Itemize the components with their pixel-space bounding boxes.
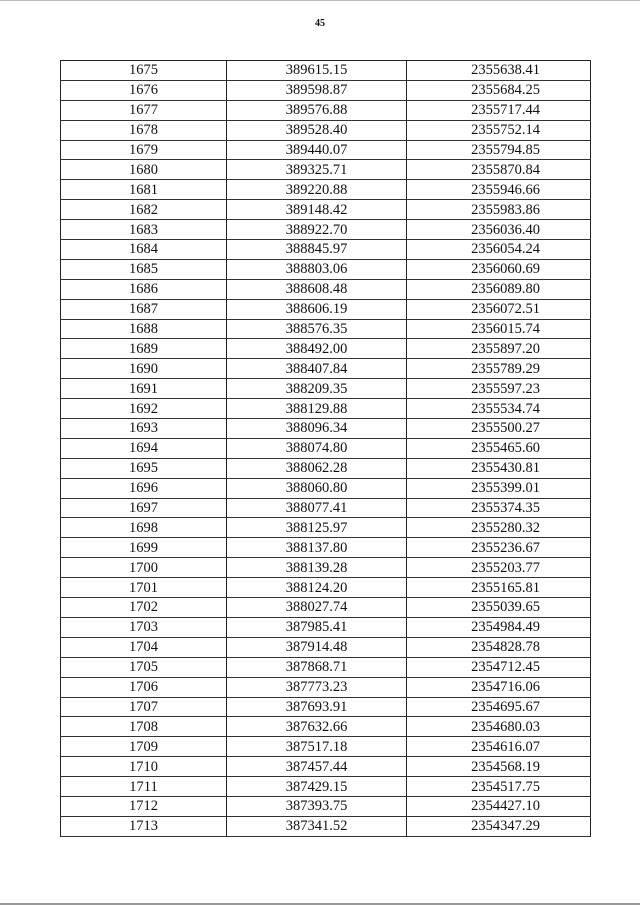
- table-row: [61, 419, 591, 439]
- x-coordinate-cell: 389440.07: [227, 140, 407, 160]
- y-coordinate-cell: 2355684.25: [407, 80, 591, 100]
- table-row: [61, 637, 591, 657]
- table-row: [61, 677, 591, 697]
- x-coordinate-cell: 387457.44: [227, 757, 407, 777]
- y-coordinate-cell: 2354616.07: [407, 737, 591, 757]
- x-coordinate-cell: 389220.88: [227, 180, 407, 200]
- table-row: [61, 598, 591, 618]
- x-coordinate-cell: 388096.34: [227, 419, 407, 439]
- point-number-cell: 1682: [61, 200, 227, 220]
- point-number-cell: 1705: [61, 657, 227, 677]
- x-coordinate-cell: 388129.88: [227, 399, 407, 419]
- y-coordinate-cell: 2355534.74: [407, 399, 591, 419]
- x-coordinate-cell: 388124.20: [227, 578, 407, 598]
- y-coordinate-cell: 2355983.86: [407, 200, 591, 220]
- table-row: [61, 180, 591, 200]
- y-coordinate-cell: 2355638.41: [407, 61, 591, 81]
- y-coordinate-cell: 2355465.60: [407, 438, 591, 458]
- y-coordinate-cell: 2355946.66: [407, 180, 591, 200]
- point-number-cell: 1707: [61, 697, 227, 717]
- x-coordinate-cell: 387341.52: [227, 816, 407, 836]
- y-coordinate-cell: 2355789.29: [407, 359, 591, 379]
- point-number-cell: 1712: [61, 796, 227, 816]
- point-number-cell: 1675: [61, 61, 227, 81]
- page-number: 45: [315, 18, 325, 29]
- x-coordinate-cell: 388139.28: [227, 558, 407, 578]
- y-coordinate-cell: 2355897.20: [407, 339, 591, 359]
- x-coordinate-cell: 387393.75: [227, 796, 407, 816]
- table-row: [61, 140, 591, 160]
- point-number-cell: 1697: [61, 498, 227, 518]
- table-row: [61, 100, 591, 120]
- point-number-cell: 1708: [61, 717, 227, 737]
- coordinates-table-body: [61, 61, 591, 837]
- x-coordinate-cell: 388803.06: [227, 259, 407, 279]
- y-coordinate-cell: 2355717.44: [407, 100, 591, 120]
- table-row: [61, 578, 591, 598]
- point-number-cell: 1686: [61, 279, 227, 299]
- y-coordinate-cell: 2355039.65: [407, 598, 591, 618]
- table-row: [61, 160, 591, 180]
- table-row: [61, 319, 591, 339]
- x-coordinate-cell: 388074.80: [227, 438, 407, 458]
- table-row: [61, 80, 591, 100]
- table-row: [61, 737, 591, 757]
- table-row: [61, 379, 591, 399]
- y-coordinate-cell: 2354828.78: [407, 637, 591, 657]
- x-coordinate-cell: 389148.42: [227, 200, 407, 220]
- x-coordinate-cell: 388125.97: [227, 518, 407, 538]
- x-coordinate-cell: 387868.71: [227, 657, 407, 677]
- table-row: [61, 120, 591, 140]
- point-number-cell: 1713: [61, 816, 227, 836]
- y-coordinate-cell: 2354712.45: [407, 657, 591, 677]
- table-row: [61, 279, 591, 299]
- table-row: [61, 259, 591, 279]
- table-row: [61, 558, 591, 578]
- y-coordinate-cell: 2355752.14: [407, 120, 591, 140]
- point-number-cell: 1700: [61, 558, 227, 578]
- x-coordinate-cell: 388060.80: [227, 478, 407, 498]
- y-coordinate-cell: 2356036.40: [407, 220, 591, 240]
- table-row: [61, 399, 591, 419]
- table-row: [61, 796, 591, 816]
- y-coordinate-cell: 2354568.19: [407, 757, 591, 777]
- point-number-cell: 1696: [61, 478, 227, 498]
- x-coordinate-cell: 388209.35: [227, 379, 407, 399]
- x-coordinate-cell: 387773.23: [227, 677, 407, 697]
- coordinates-table: [60, 60, 591, 837]
- x-coordinate-cell: 388492.00: [227, 339, 407, 359]
- x-coordinate-cell: 388608.48: [227, 279, 407, 299]
- y-coordinate-cell: 2354716.06: [407, 677, 591, 697]
- point-number-cell: 1677: [61, 100, 227, 120]
- y-coordinate-cell: 2354517.75: [407, 777, 591, 797]
- x-coordinate-cell: 389576.88: [227, 100, 407, 120]
- point-number-cell: 1688: [61, 319, 227, 339]
- x-coordinate-cell: 388062.28: [227, 458, 407, 478]
- x-coordinate-cell: 389598.87: [227, 80, 407, 100]
- table-row: [61, 438, 591, 458]
- point-number-cell: 1680: [61, 160, 227, 180]
- point-number-cell: 1695: [61, 458, 227, 478]
- point-number-cell: 1693: [61, 419, 227, 439]
- x-coordinate-cell: 388137.80: [227, 538, 407, 558]
- table-row: [61, 757, 591, 777]
- point-number-cell: 1681: [61, 180, 227, 200]
- y-coordinate-cell: 2354680.03: [407, 717, 591, 737]
- point-number-cell: 1683: [61, 220, 227, 240]
- table-row: [61, 200, 591, 220]
- point-number-cell: 1698: [61, 518, 227, 538]
- point-number-cell: 1687: [61, 299, 227, 319]
- y-coordinate-cell: 2356015.74: [407, 319, 591, 339]
- point-number-cell: 1684: [61, 240, 227, 260]
- table-row: [61, 518, 591, 538]
- table-row: [61, 538, 591, 558]
- y-coordinate-cell: 2356089.80: [407, 279, 591, 299]
- y-coordinate-cell: 2356060.69: [407, 259, 591, 279]
- point-number-cell: 1703: [61, 617, 227, 637]
- table-row: [61, 61, 591, 81]
- y-coordinate-cell: 2355165.81: [407, 578, 591, 598]
- x-coordinate-cell: 387429.15: [227, 777, 407, 797]
- x-coordinate-cell: 388027.74: [227, 598, 407, 618]
- point-number-cell: 1709: [61, 737, 227, 757]
- x-coordinate-cell: 387632.66: [227, 717, 407, 737]
- y-coordinate-cell: 2355430.81: [407, 458, 591, 478]
- y-coordinate-cell: 2355236.67: [407, 538, 591, 558]
- table-row: [61, 220, 591, 240]
- point-number-cell: 1692: [61, 399, 227, 419]
- table-row: [61, 777, 591, 797]
- y-coordinate-cell: 2356054.24: [407, 240, 591, 260]
- point-number-cell: 1691: [61, 379, 227, 399]
- point-number-cell: 1678: [61, 120, 227, 140]
- y-coordinate-cell: 2355794.85: [407, 140, 591, 160]
- x-coordinate-cell: 387914.48: [227, 637, 407, 657]
- table-row: [61, 816, 591, 836]
- table-row: [61, 240, 591, 260]
- y-coordinate-cell: 2355374.35: [407, 498, 591, 518]
- x-coordinate-cell: 388576.35: [227, 319, 407, 339]
- point-number-cell: 1701: [61, 578, 227, 598]
- x-coordinate-cell: 387985.41: [227, 617, 407, 637]
- table-row: [61, 617, 591, 637]
- y-coordinate-cell: 2354427.10: [407, 796, 591, 816]
- point-number-cell: 1689: [61, 339, 227, 359]
- table-row: [61, 697, 591, 717]
- point-number-cell: 1702: [61, 598, 227, 618]
- y-coordinate-cell: 2355870.84: [407, 160, 591, 180]
- table-row: [61, 359, 591, 379]
- y-coordinate-cell: 2355203.77: [407, 558, 591, 578]
- x-coordinate-cell: 389615.15: [227, 61, 407, 81]
- point-number-cell: 1679: [61, 140, 227, 160]
- table-row: [61, 717, 591, 737]
- point-number-cell: 1694: [61, 438, 227, 458]
- page-top-edge: [0, 0, 640, 1]
- table-row: [61, 299, 591, 319]
- x-coordinate-cell: 387693.91: [227, 697, 407, 717]
- point-number-cell: 1711: [61, 777, 227, 797]
- point-number-cell: 1704: [61, 637, 227, 657]
- y-coordinate-cell: 2355500.27: [407, 419, 591, 439]
- point-number-cell: 1706: [61, 677, 227, 697]
- y-coordinate-cell: 2356072.51: [407, 299, 591, 319]
- table-row: [61, 339, 591, 359]
- x-coordinate-cell: 389528.40: [227, 120, 407, 140]
- x-coordinate-cell: 388407.84: [227, 359, 407, 379]
- y-coordinate-cell: 2355280.32: [407, 518, 591, 538]
- x-coordinate-cell: 388845.97: [227, 240, 407, 260]
- point-number-cell: 1690: [61, 359, 227, 379]
- y-coordinate-cell: 2355597.23: [407, 379, 591, 399]
- y-coordinate-cell: 2354984.49: [407, 617, 591, 637]
- x-coordinate-cell: 387517.18: [227, 737, 407, 757]
- table-row: [61, 498, 591, 518]
- point-number-cell: 1685: [61, 259, 227, 279]
- table-row: [61, 478, 591, 498]
- point-number-cell: 1676: [61, 80, 227, 100]
- point-number-cell: 1699: [61, 538, 227, 558]
- x-coordinate-cell: 388077.41: [227, 498, 407, 518]
- point-number-cell: 1710: [61, 757, 227, 777]
- table-row: [61, 657, 591, 677]
- x-coordinate-cell: 388922.70: [227, 220, 407, 240]
- y-coordinate-cell: 2355399.01: [407, 478, 591, 498]
- x-coordinate-cell: 388606.19: [227, 299, 407, 319]
- y-coordinate-cell: 2354695.67: [407, 697, 591, 717]
- x-coordinate-cell: 389325.71: [227, 160, 407, 180]
- table-row: [61, 458, 591, 478]
- y-coordinate-cell: 2354347.29: [407, 816, 591, 836]
